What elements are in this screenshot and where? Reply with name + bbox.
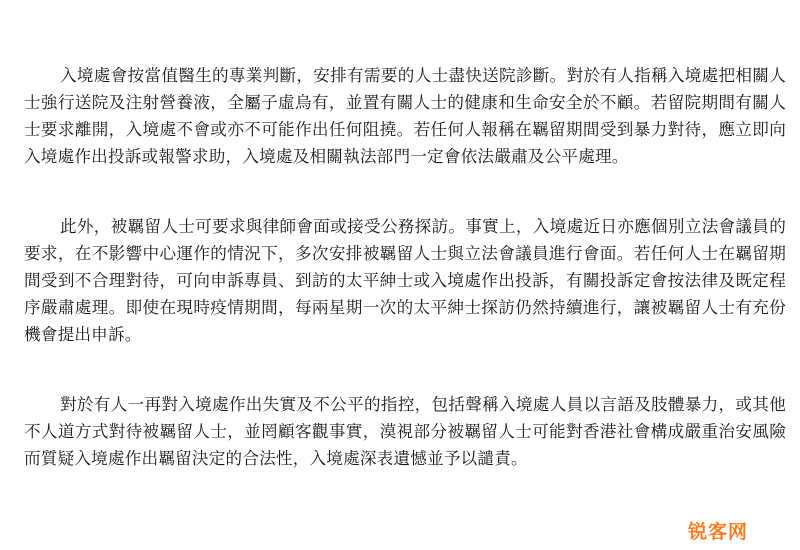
paragraph-2: 此外，被羈留人士可要求與律師會面或接受公務探訪。事實上，入境處近日亦應個別立法會議員的要求，在不影響中心運作的情況下，多次安排被羈留人士與立法會議員進行會面。若任何人士在羈留期間受到不合理對待，可向申訴專員、到訪的太平紳士或入境處作出投訴，有關投訴定會按法律及既定程序嚴肅處理。即使在現時疫情期間，每兩星期一次的太平紳士探訪仍然持續進行，讓被羈留人士有充份機會提出申訴。	[24, 217, 786, 344]
paragraph-3: 對於有人一再對入境處作出失實及不公平的指控，包括聲稱入境處人員以言語及肢體暴力，或其他不人道方式對待被羈留人士，並罔顧客觀事實，漠視部分被羈留人士可能對香港社會構成嚴重治安風險而質疑入境處作出羈留決定的合法性，入境處深表遺憾並予以譴責。	[24, 395, 786, 468]
watermark-logo: 锐客网	[687, 521, 748, 543]
paragraph-1: 入境處會按當值醫生的專業判斷，安排有需要的人士盡快送院診斷。對於有人指稱入境處把相關人士強行送院及注射營養液，全屬子虛烏有，並置有關人士的健康和生命安全於不顧。若留院期間有關人士要求離開，入境處不會或亦不可能作出任何阻撓。若任何人報稱在羈留期間受到暴力對待，應立即向入境處作出投訴或報警求助，入境處及相關執法部門一定會依法嚴肅及公平處理。	[24, 66, 786, 166]
